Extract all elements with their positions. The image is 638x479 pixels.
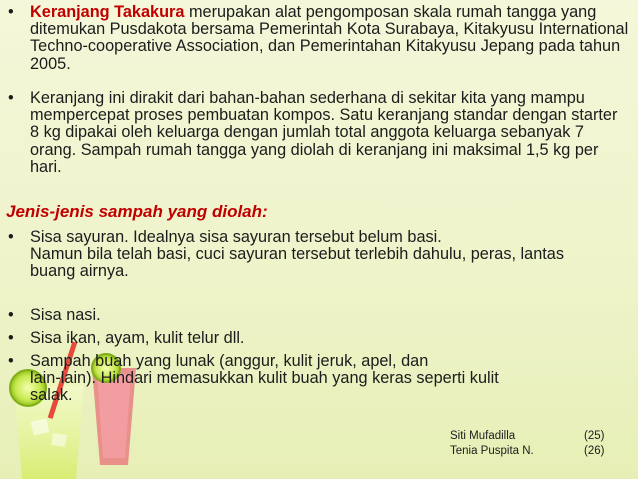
paragraph-text: Keranjang ini dirakit dari bahan-bahan sederhana di sekitar kita yang mampu mempercepat proses pembuatan kompos. Satu keranjang standar dengan starter 8 kg dipakai oleh keluarga dengan jumlah total anggota keluarga sebanyak 7 orang. Sampah rumah tangga yang diolah di keranjang ini maksimal 1,5 kg per hari. <box>30 89 618 176</box>
list-item-text: Sisa sayuran. Idealnya sisa sayuran tersebut belum basi. Namun bila telah basi, cuci sayuran tersebut terlebih dahulu, peras, lantas buang airnya. <box>30 228 564 281</box>
bullet-icon: • <box>8 352 14 370</box>
credit-number: (26) <box>584 445 605 457</box>
list-item <box>6 353 630 405</box>
highlight-term: Keranjang Takakura <box>30 3 185 21</box>
list-item-text: Sisa nasi. <box>30 306 101 324</box>
credit-name: Siti Mufadilla <box>450 430 516 442</box>
credit-row <box>450 429 630 444</box>
paragraph-description <box>6 90 630 176</box>
author-credits <box>450 429 630 459</box>
list-item-text: Sisa ikan, ayam, kulit telur dll. <box>30 329 245 347</box>
credit-name: Tenia Puspita N. <box>450 445 534 457</box>
bullet-icon: • <box>8 228 14 246</box>
section-title: Jenis-jenis sampah yang diolah: <box>6 202 268 221</box>
list-item <box>6 307 630 324</box>
bullet-icon: • <box>8 329 14 347</box>
list-item-text: Sampah buah yang lunak (anggur, kulit jeruk, apel, dan lain-lain). Hindari memasukkan kulit buah yang keras seperti kulit salak. <box>30 352 499 405</box>
paragraph-text: merupakan alat pengomposan skala rumah tangga yang ditemukan Pusdakota bersama Pemerintah Kota Surabaya, Kitakyusu International Techno-cooperative Association, dan Pemerintahan Kitakyusu Jepang pada tahun 2005. <box>30 3 629 73</box>
bullet-icon: • <box>8 3 14 21</box>
bullet-icon: • <box>8 306 14 324</box>
paragraph-takakura <box>6 4 630 73</box>
list-item <box>6 229 630 281</box>
list-item <box>6 330 630 347</box>
credit-number: (25) <box>584 430 605 442</box>
bullet-icon: • <box>8 89 14 107</box>
credit-row <box>450 444 630 459</box>
